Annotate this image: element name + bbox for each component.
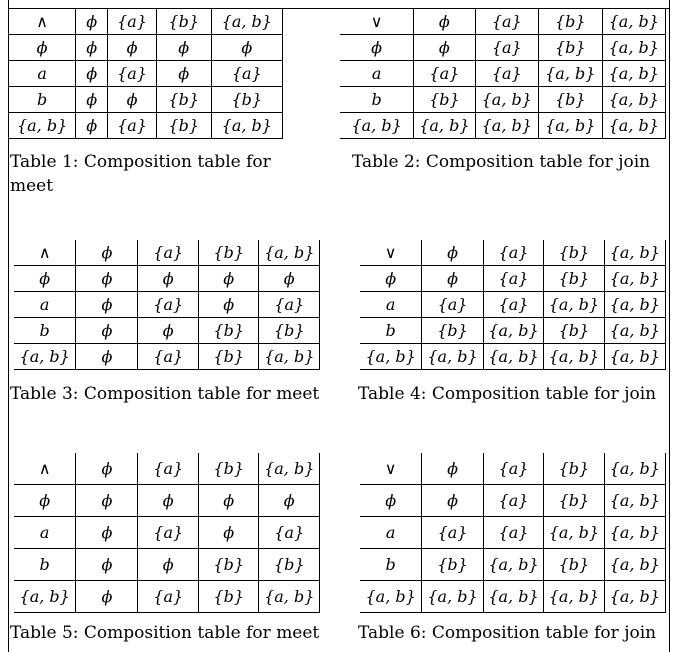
row-header: ϕ [360,266,422,292]
table-cell: ϕ [76,318,138,344]
table-5 [14,453,320,613]
table-3 [14,240,320,370]
column-header: {a} [138,453,198,485]
table-cell: ϕ [76,344,138,370]
table-cell: {a} [138,581,198,613]
table-cell: {a} [108,61,157,87]
table-cell: {a, b} [475,113,538,139]
table-row [360,581,666,613]
table-cell: {a, b} [422,581,483,613]
table-cell: {a, b} [539,61,602,87]
table-cell: {a, b} [483,318,543,344]
column-header: {a, b} [259,453,320,485]
table-cell: {b} [544,318,604,344]
column-header: ϕ [422,453,483,485]
table-cell: ϕ [76,485,138,517]
row-header: ϕ [360,485,422,517]
table-cell: ϕ [156,35,211,61]
table-row [9,113,283,139]
row-header: ϕ [14,485,76,517]
row-header: b [340,87,414,113]
table-cell: {a, b} [604,292,665,318]
table-cell: {a} [138,292,198,318]
row-header: ϕ [14,266,76,292]
column-header: {a, b} [604,240,665,266]
row-header: b [14,318,76,344]
caption-table-5: Table 5: Composition table for meet [10,623,320,643]
table-cell: {b} [211,87,282,113]
row-header: b [9,87,76,113]
table-cell: {a, b} [602,87,666,113]
table-cell: {a, b} [544,581,604,613]
row-header: a [9,61,76,87]
row-header: {a, b} [9,113,76,139]
caption-table-1: Table 1: Composition table for meet [10,152,271,196]
column-header: {b} [544,240,604,266]
composition-table [9,9,283,139]
table-cell: ϕ [108,87,157,113]
table-header-row [340,9,666,35]
composition-table [340,9,666,139]
table-header-row [14,240,320,266]
table-cell: ϕ [198,292,259,318]
table-cell: ϕ [198,266,259,292]
table-row [14,266,320,292]
table-row [360,292,666,318]
table-cell: {a, b} [602,61,666,87]
operator-symbol: ∧ [9,9,76,35]
table-cell: {a, b} [483,549,543,581]
page-border-right [669,0,670,652]
table-row [9,87,283,113]
row-header: b [360,318,422,344]
column-header: {b} [544,453,604,485]
table-cell: {b} [198,549,259,581]
table-cell: {a} [138,517,198,549]
column-header: {b} [198,453,259,485]
table-cell: ϕ [138,266,198,292]
table-cell: {a, b} [604,266,665,292]
table-cell: {b} [198,344,259,370]
table-cell: ϕ [422,266,483,292]
column-header: {b} [539,9,602,35]
table-cell: ϕ [76,35,108,61]
column-header: {a, b} [259,240,320,266]
row-header: {a, b} [14,344,76,370]
table-cell: ϕ [138,549,198,581]
row-header: {a, b} [360,581,422,613]
table-row [340,87,666,113]
row-header: a [14,292,76,318]
table-row [9,35,283,61]
column-header: ϕ [76,240,138,266]
row-header: {a, b} [360,344,422,370]
composition-table [14,453,320,613]
table-cell: {b} [539,35,602,61]
table-row [360,344,666,370]
table-cell: {a, b} [602,35,666,61]
row-header: a [340,61,414,87]
column-header: ϕ [422,240,483,266]
table-cell: {a} [483,292,543,318]
table-row [360,266,666,292]
row-header: b [360,549,422,581]
table-cell: {a, b} [604,344,665,370]
table-row [14,318,320,344]
table-cell: ϕ [76,581,138,613]
table-cell: {b} [198,318,259,344]
composition-table [360,453,666,613]
table-cell: {b} [259,549,320,581]
caption-table-4: Table 4: Composition table for join [358,384,657,404]
table-cell: ϕ [259,266,320,292]
table-cell: ϕ [76,292,138,318]
table-row [14,292,320,318]
operator-symbol: ∨ [340,9,414,35]
table-row [14,485,320,517]
table-cell: ϕ [156,61,211,87]
caption-table-3: Table 3: Composition table for meet [10,384,320,404]
table-row [360,485,666,517]
table-cell: ϕ [108,35,157,61]
table-cell: {b} [198,581,259,613]
table-cell: {b} [156,113,211,139]
table-cell: ϕ [138,485,198,517]
table-row [360,318,666,344]
column-header: {a, b} [604,453,665,485]
table-cell: {a} [483,485,543,517]
column-header: {a} [483,240,543,266]
column-header: {a, b} [211,9,282,35]
table-cell: {a, b} [544,344,604,370]
table-row [340,113,666,139]
row-header: ϕ [9,35,76,61]
table-row [360,517,666,549]
table-cell: {a, b} [602,113,666,139]
column-header: {b} [156,9,211,35]
table-cell: {a, b} [604,581,665,613]
table-cell: ϕ [76,549,138,581]
table-cell: ϕ [198,517,259,549]
row-header: b [14,549,76,581]
table-cell: {a} [422,292,483,318]
composition-table [14,240,320,370]
table-cell: ϕ [211,35,282,61]
table-cell: {b} [539,87,602,113]
column-header: {b} [198,240,259,266]
table-row [360,549,666,581]
caption-table-2: Table 2: Composition table for join [352,152,651,172]
table-cell: {a} [259,292,320,318]
table-header-row [360,453,666,485]
table-cell: {a} [483,517,543,549]
table-cell: {a} [475,35,538,61]
table-cell: ϕ [198,485,259,517]
table-cell: ϕ [259,485,320,517]
table-row [340,61,666,87]
table-cell: {a, b} [483,581,543,613]
row-header: {a, b} [14,581,76,613]
operator-symbol: ∧ [14,453,76,485]
table-1 [9,9,283,139]
table-cell: {a, b} [259,344,320,370]
table-cell: {b} [544,485,604,517]
table-row [14,549,320,581]
table-4 [360,240,666,370]
table-cell: {a, b} [414,113,475,139]
table-cell: {a, b} [604,549,665,581]
table-row [340,35,666,61]
column-header: {a} [108,9,157,35]
table-cell: {a, b} [539,113,602,139]
table-cell: {a} [475,61,538,87]
column-header: {a} [138,240,198,266]
table-cell: {a} [483,266,543,292]
column-header: {a} [483,453,543,485]
column-header: ϕ [414,9,475,35]
table-cell: {a, b} [604,517,665,549]
row-header: a [360,517,422,549]
table-cell: {a, b} [483,344,543,370]
table-cell: {a} [259,517,320,549]
table-row [14,581,320,613]
table-row [9,61,283,87]
table-cell: ϕ [76,517,138,549]
caption-table-6: Table 6: Composition table for join [358,623,657,643]
row-header: a [14,517,76,549]
table-cell: ϕ [76,113,108,139]
table-cell: ϕ [138,318,198,344]
table-cell: {a, b} [544,292,604,318]
column-header: {a} [475,9,538,35]
operator-symbol: ∨ [360,240,422,266]
table-cell: {a, b} [544,517,604,549]
table-cell: {b} [422,318,483,344]
operator-symbol: ∨ [360,453,422,485]
table-cell: {b} [414,87,475,113]
column-header: ϕ [76,9,108,35]
composition-table [360,240,666,370]
table-cell: {a} [138,344,198,370]
table-cell: {b} [544,266,604,292]
table-cell: ϕ [76,266,138,292]
table-cell: {b} [544,549,604,581]
operator-symbol: ∧ [14,240,76,266]
table-cell: {b} [422,549,483,581]
column-header: {a, b} [602,9,666,35]
table-header-row [360,240,666,266]
table-cell: {a, b} [604,485,665,517]
table-cell: {a, b} [211,113,282,139]
table-cell: {a} [422,517,483,549]
table-cell: {b} [156,87,211,113]
table-header-row [9,9,283,35]
table-2 [340,9,666,139]
row-header: ϕ [340,35,414,61]
row-header: a [360,292,422,318]
table-cell: {a} [211,61,282,87]
table-cell: ϕ [76,87,108,113]
table-cell: {a} [414,61,475,87]
table-header-row [14,453,320,485]
table-cell: {a} [108,113,157,139]
table-cell: {a, b} [604,318,665,344]
column-header: ϕ [76,453,138,485]
table-row [14,517,320,549]
table-cell: ϕ [76,61,108,87]
row-header: {a, b} [340,113,414,139]
table-6 [360,453,666,613]
table-cell: ϕ [414,35,475,61]
table-row [14,344,320,370]
table-cell: ϕ [422,485,483,517]
table-cell: {a, b} [422,344,483,370]
table-cell: {a, b} [259,581,320,613]
table-cell: {b} [259,318,320,344]
table-cell: {a, b} [475,87,538,113]
